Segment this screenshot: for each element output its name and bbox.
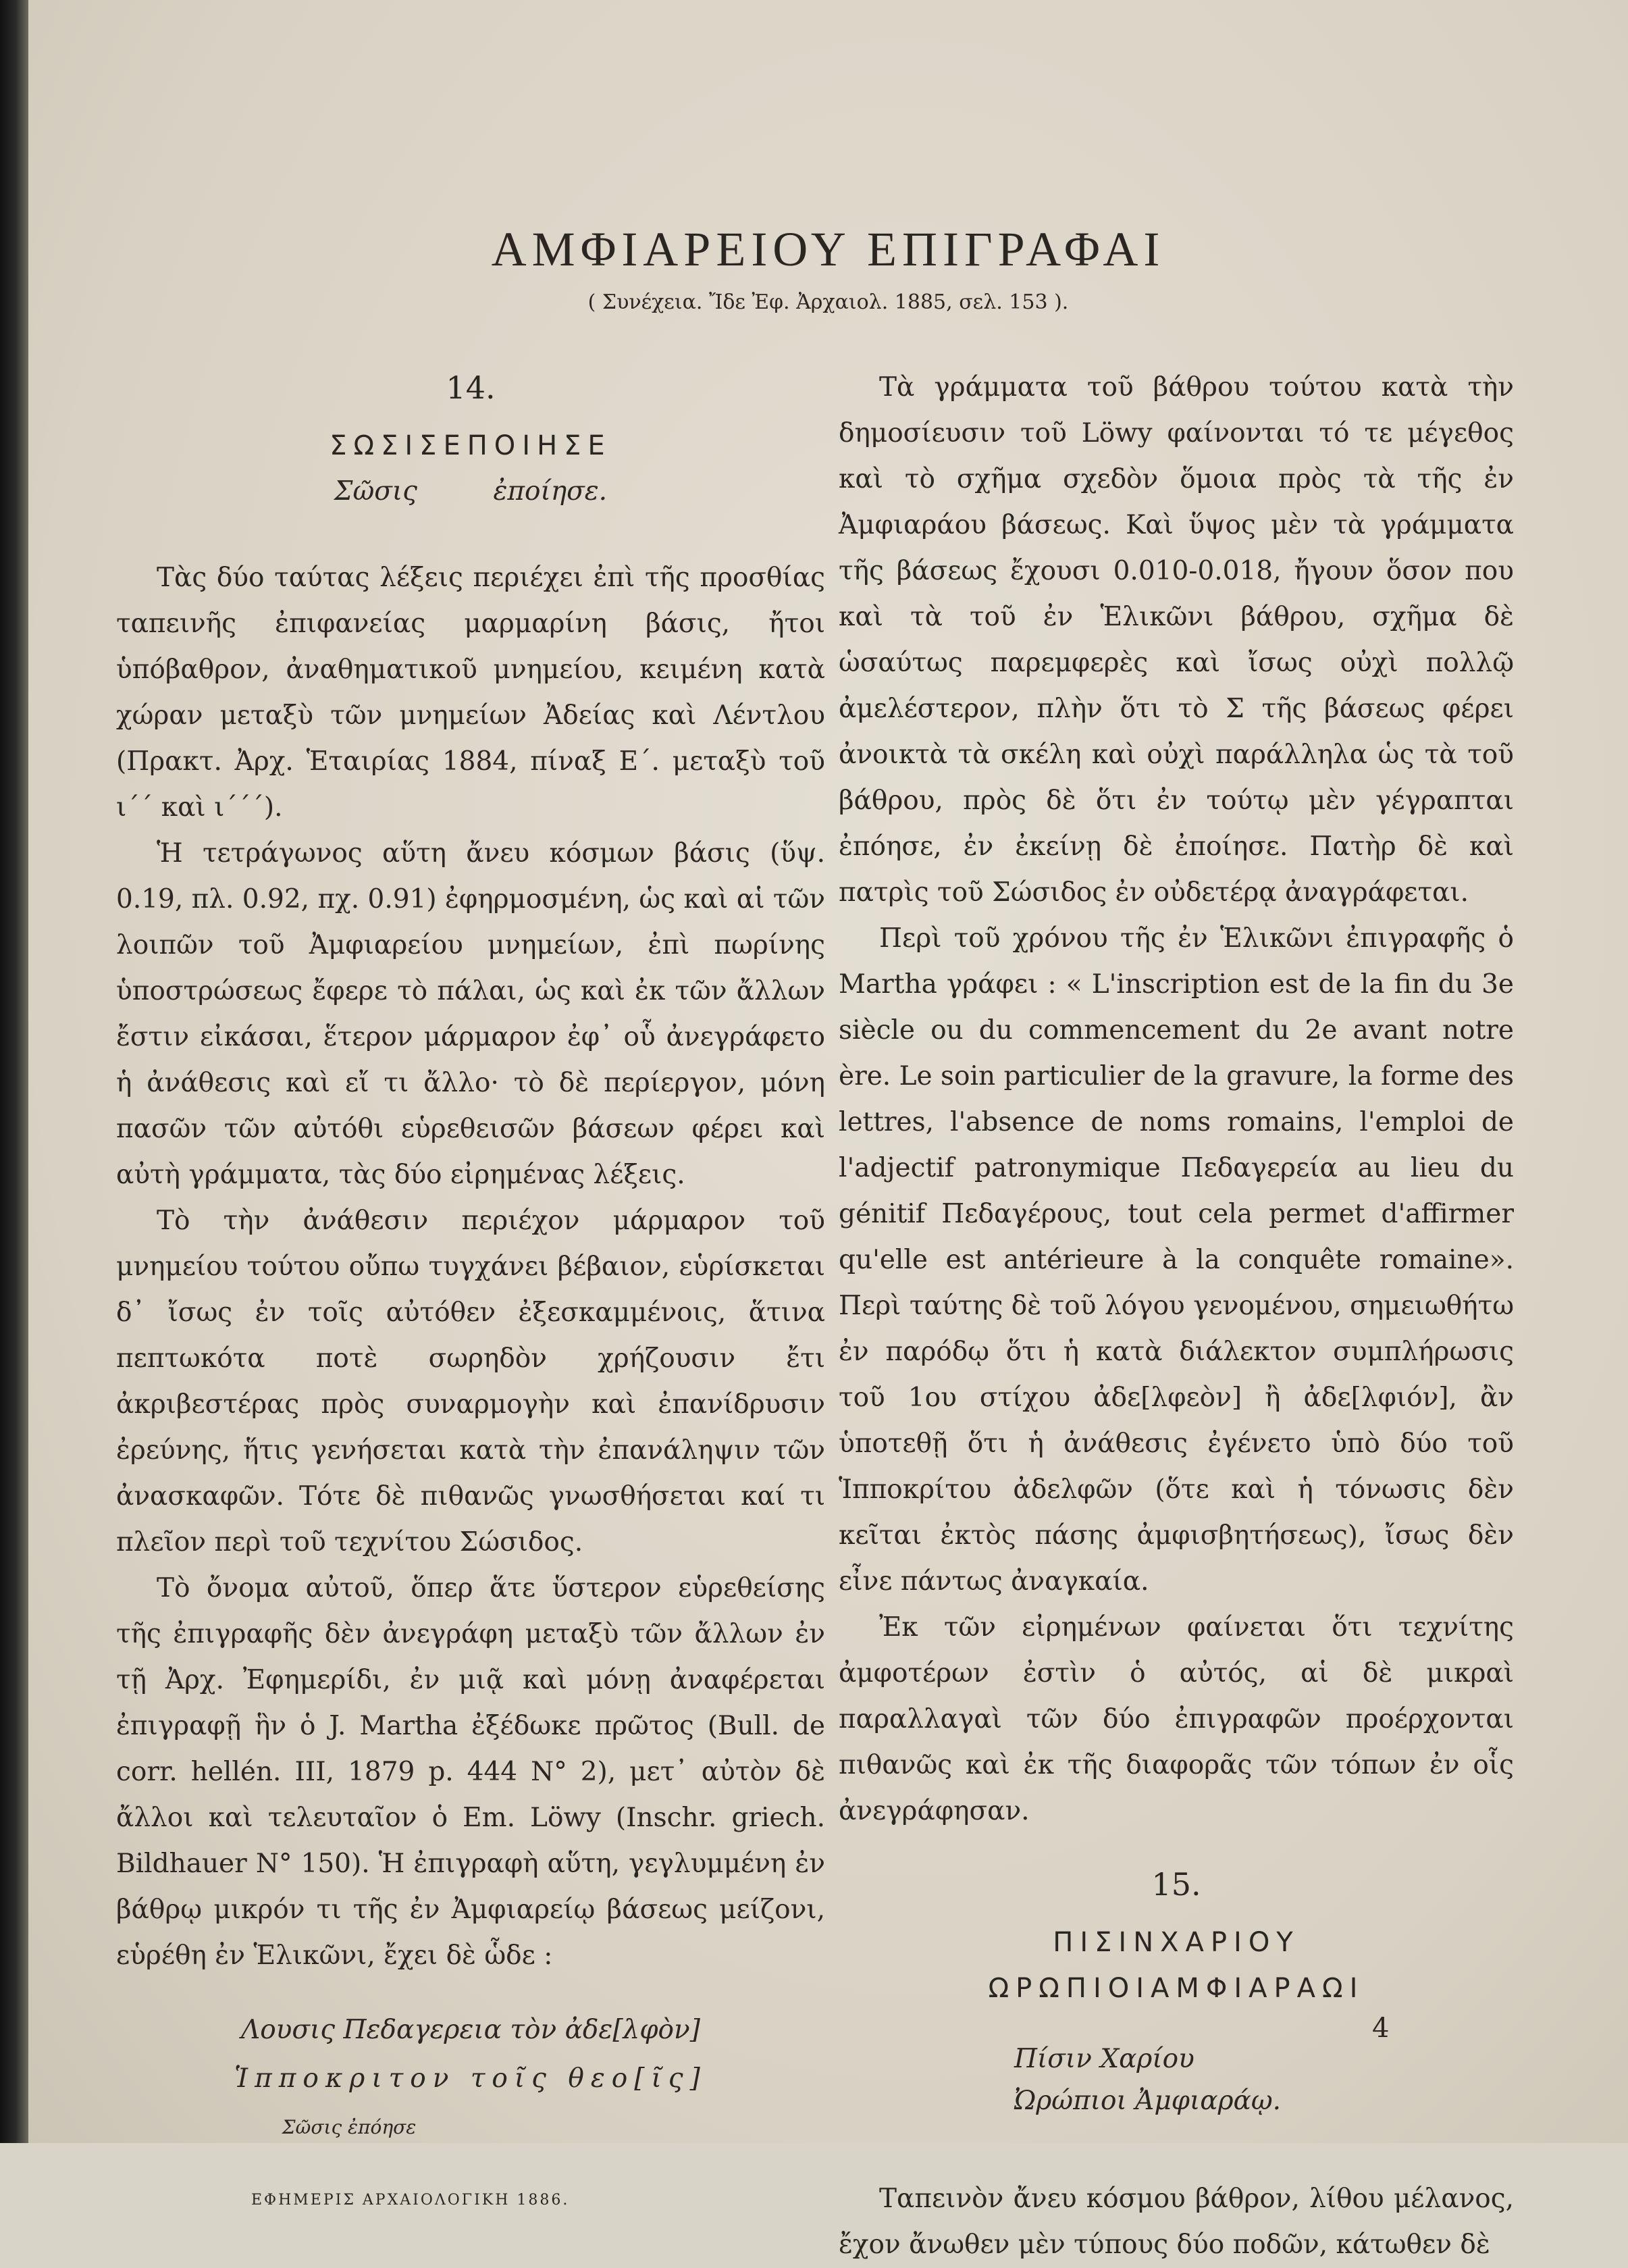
spacer	[839, 2011, 1514, 2038]
quoted-line-3: Σῶσις ἐπόησε	[282, 2116, 417, 2138]
quoted-inscription	[116, 2006, 825, 2152]
right-column	[839, 365, 1514, 2268]
reading-word-1: Σῶσις	[334, 476, 418, 507]
spacer	[839, 2149, 1514, 2176]
left-paragraph-4: Τὸ ὄνομα αὐτοῦ, ὅπερ ἅτε ὕστερον εὑρεθείσης τῆς ἐπιγραφῆς δὲν ἀνεγράφη μεταξὺ τῶν ἄλλων ἐν τῇ Ἀρχ. Ἐφημερίδι, ἐν μιᾷ καὶ μόνῃ ἀναφέρεται ἐπιγραφῇ ἣν ὁ J. Martha ἐξέδωκε πρῶτος (Bull. de corr. hellén. III, 1879 p. 444 N° 2), μετ᾽ αὐτὸν δὲ ἄλλοι καὶ τελευταῖον ὁ Em. Löwy (Inschr. griech. Bildhauer N° 150). Ἡ ἐπιγραφὴ αὕτη, γεγλυμμένη ἐν βάθρῳ μικρόν τι τῆς ἐν Ἀμφιαρείῳ βάσεως μείζονι, εὑρέθη ἐν Ἑλικῶνι, ἔχει δὲ ὧδε :	[116, 1573, 825, 1971]
left-column	[116, 365, 825, 2223]
book-spine-shadow	[0, 0, 28, 2143]
right-paragraph-2: Περὶ τοῦ χρόνου τῆς ἐν Ἑλικῶνι ἐπιγραφῆς ὁ Martha γράφει : « L'inscription est de la fin du 3e siècle ou du commencement du 2e avant notre ère. Le soin particulier de la gravure, la forme des lettres, l'absence de noms romains, l'emploi de l'adjectif patronymique Πεδαγερεία au lieu du génitif Πεδαγέρους, tout cela permet d'affirmer qu'elle est antérieure à la conquête romaine». Περὶ ταύτης δὲ τοῦ λόγου γενομένου, σημειωθήτω ἐν παρόδῳ ὅτι ἡ κατὰ διάλεκτον συμπλήρωσις τοῦ 1ου στίχου ἀδε[λφεὸν] ἢ ἀδε[λφιόν], ἂν ὑποτεθῇ ὅτι ἡ ἀνάθεσις ἐγένετο ὑπὸ δύο τοῦ Ἱπποκρίτου ἀδελφῶν (ὅτε καὶ ἡ τόνωσις δὲν κεῖται ἐκτὸς πάσης ἀμφισβητήσεως), ἴσως δὲν εἶνε πάντως ἀναγκαία.	[839, 923, 1514, 1597]
reading-word-2: ἐποίησε.	[493, 476, 608, 507]
inscription-number-15: 15.	[1151, 1866, 1201, 1903]
page-subtitle: ( Συνέχεια. Ἴδε Ἐφ. Ἀρχαιολ. 1885, σελ. 153 ).	[587, 290, 1069, 314]
quoted-line-2: Ἱπποκριτον τοῖς θεο[ῖς]	[234, 2063, 707, 2094]
reading-15-line-1: Πίσιν Χαρίου	[1014, 2044, 1194, 2074]
spacer	[839, 2122, 1514, 2149]
inscription-text-14: ΣΩΣΙΣΕΠΟΙΗΣΕ	[330, 430, 612, 461]
spacer	[839, 1834, 1514, 1861]
left-paragraph-2: Ἡ τετράγωνος αὕτη ἄνευ κόσμων βάσις (ὕψ. 0.19, πλ. 0.92, πχ. 0.91) ἐφηρμοσμένη, ὡς καὶ αἱ τῶν λοιπῶν τοῦ Ἀμφιαρείου μνημείων, ἐπὶ πωρίνης ὑποστρώσεως ἔφερε τὸ πάλαι, ὡς καὶ ἐκ τῶν ἄλλων ἔστιν εἰκάσαι, ἕτερον μάρμαρον ἐφ᾽ οὗ ἀνεγράφετο ἡ ἀνάθεσις καὶ εἴ τι ἄλλο· τὸ δὲ περίεργον, μόνη πασῶν τῶν αὐτόθι εὑρεθεισῶν βάσεων φέρει καὶ αὐτὴ γράμματα, τὰς δύο εἰρημένας λέξεις.	[116, 838, 825, 1190]
quoted-line-1: Λουσις Πεδαγερεια τὸν ἀδε[λφὸν]	[241, 2015, 700, 2045]
page-number: 4	[1372, 2013, 1390, 2044]
page	[28, 0, 1628, 2260]
inscription-text-15-line-2: ΩΡΩΠΙΟΙΑΜΦΙΑΡΑΩΙ	[988, 1973, 1365, 2004]
left-paragraph-1: Τὰς δύο ταύτας λέξεις περιέχει ἐπὶ τῆς προσθίας ταπεινῆς ἐπιφανείας μαρμαρίνη βάσις, ἤτοι ὑπόβαθρον, ἀναθηματικοῦ μνημείου, κειμένη κατὰ χώραν μεταξὺ τῶν μνημείων Ἀδείας καὶ Λέντλου (Πρακτ. Ἀρχ. Ἑταιρίας 1884, πίναξ Ε΄. μεταξὺ τοῦ ι΄΄ καὶ ι΄΄΄).	[116, 563, 825, 823]
left-paragraph-3: Τὸ τὴν ἀνάθεσιν περιέχον μάρμαρον τοῦ μνημείου τούτου οὔπω τυγχάνει βέβαιον, εὑρίσκεται δ᾽ ἴσως ἐν τοῖς αὐτόθεν ἐξεσκαμμένοις, ἅτινα πεπτωκότα ποτὲ σωρηδὸν χρήζουσιν ἔτι ἀκριβεστέρας πρὸς συναρμογὴν καὶ ἐπανίδρυσιν ἐρεύνης, ἥτις γενήσεται κατὰ τὴν ἐπανάληψιν τῶν ἀνασκαφῶν. Τότε δὲ πιθανῶς γνωσθήσεται καί τι πλεῖον περὶ τοῦ τεχνίτου Σώσιδος.	[116, 1206, 825, 1557]
right-paragraph-3: Ἐκ τῶν εἰρημένων φαίνεται ὅτι τεχνίτης ἀμφοτέρων ἐστὶν ὁ αὐτός, αἱ δὲ μικραὶ παραλλαγαὶ τῶν δύο ἐπιγραφῶν προέρχονται πιθανῶς καὶ ἐκ τῆς διαφορᾶς τῶν τόπων ἐν οἷς ἀνεγράφησαν.	[839, 1612, 1514, 1826]
journal-footer: ΕΦΗΜΕΡΙΣ ΑΡΧΑΙΟΛΟΓΙΚΗ 1886.	[251, 2192, 570, 2209]
reading-15-line-2: Ὠρώπιοι Ἀμφιαράῳ.	[1014, 2086, 1282, 2116]
right-paragraph-4: Ταπεινὸν ἄνευ κόσμου βάθρον, λίθου μέλανος, ἔχον ἄνωθεν μὲν τύπους δύο ποδῶν, κάτωθεν δὲ	[839, 2184, 1514, 2260]
right-paragraph-1: Τὰ γράμματα τοῦ βάθρου τούτου κατὰ τὴν δημοσίευσιν τοῦ Löwy φαίνονται τό τε μέγεθος καὶ τὸ σχῆμα σχεδὸν ὅμοια πρὸς τὰ τῆς ἐν Ἀμφιαράου βάσεως. Καὶ ὕψος μὲν τὰ γράμματα τῆς βάσεως ἔχουσι 0.010-0.018, ἤγουν ὅσον που καὶ τὰ τοῦ ἐν Ἑλικῶνι βάθρου, σχῆμα δὲ ὡσαύτως παρεμφερὲς καὶ ἴσως οὐχὶ πολλῷ ἀμελέστερον, πλὴν ὅτι τὸ Σ τῆς βάσεως φέρει ἀνοικτὰ τὰ σκέλη καὶ οὐχὶ παράλληλα ὡς τὰ τοῦ βάθρου, πρὸς δὲ ὅτι ἐν τούτῳ μὲν γέγραπται ἐπόησε, ἐν ἐκείνῃ δὲ ἐποίησε. Πατὴρ δὲ καὶ πατρὶς τοῦ Σώσιδος ἐν οὐδετέρᾳ ἀναγράφεται.	[839, 372, 1514, 908]
inscription-reading-14	[116, 469, 825, 515]
inscription-number-14: 14.	[446, 369, 496, 406]
page-title: ΑΜΦΙΑΡΕΙΟΥ ΕΠΙΓΡΑΦΑΙ	[491, 222, 1165, 276]
inscription-text-15-line-1: ΠΙΣΙΝΧΑΡΙΟΥ	[1053, 1927, 1300, 1958]
